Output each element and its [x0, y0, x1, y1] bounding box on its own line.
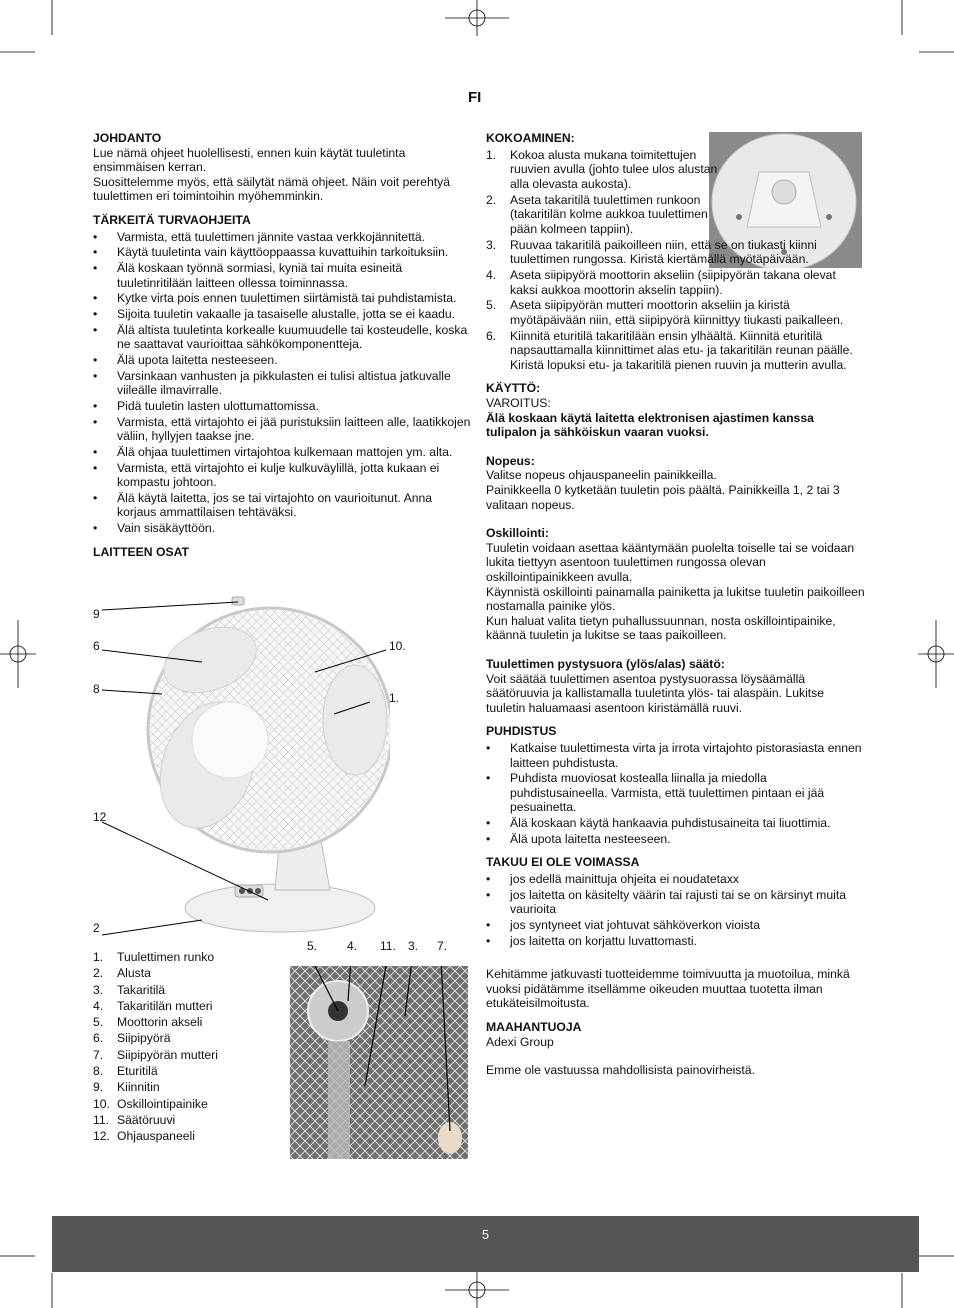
list-item: 8. Eturitilä [93, 1064, 158, 1079]
left-column [93, 131, 473, 559]
list-item: • Älä ohjaa tuulettimen virtajohtoa kulkemaan mattojen ym. alta. [93, 445, 473, 460]
list-item: • Älä käytä laitetta, jos se tai virtajohto on vaurioitunut. Anna korjaus ammattilaisen tehtäväksi. [93, 491, 473, 520]
photo-label-11: 11. [380, 939, 396, 953]
warranty-list [486, 872, 866, 948]
list-item: • Varmista, että virtajohto ei jää puristuksiin laitteen alle, laatikkojen väliin, hyllyjen taakse jne. [93, 415, 473, 444]
page-number: 5 [481, 1227, 490, 1242]
list-item: 1. Tuulettimen runko [93, 950, 215, 964]
fan-label-12: 12 [93, 810, 107, 824]
fan-diagram [90, 590, 390, 945]
rear-photo [290, 966, 468, 1159]
list-item: • Älä altista tuuletinta korkealle kuumuudelle tai kosteudelle, koska ne saattavat vaurioittaa sähkökomponentteja. [93, 323, 473, 352]
oscillation-text: Käynnistä oskillointi painamalla painiketta ja lukitse tuuletin paikoilleen nostamalla painike ylös. [486, 584, 865, 614]
list-item: • Älä koskaan käytä hankaavia puhdistusaineita tai liuottimia. [486, 816, 866, 831]
importer-section [486, 1020, 866, 1078]
importer-name: Adexi Group [486, 1034, 554, 1049]
list-item: 1. Kokoa alusta mukana toimitettujen ruuvien avulla (johto tulee ulos alustan alla olevasta aukosta). [486, 147, 718, 191]
oscillation-text: Kun haluat valita tietyn puhallussuunnan, nosta oskillointipainike, käännä tuuletin ja lukitse se taas paikoilleen. [486, 613, 836, 643]
parts-list [93, 950, 293, 1146]
list-item: • jos laitetta on käsitelty väärin tai rajusti tai se on kärsinyt muita vaurioita [486, 888, 866, 917]
intro-section [93, 131, 473, 204]
intro-paragraph: Suosittelemme myös, että säilytät nämä ohjeet. Näin voit perehtyä tuulettimen eri toimintoihin myöhemminkin. [93, 174, 450, 204]
list-item: 5. Moottorin akseli [93, 1015, 203, 1030]
assembly-list [486, 148, 866, 373]
list-item: • Vain sisäkäyttöön. [93, 521, 473, 536]
cleaning-heading: PUHDISTUS [486, 724, 557, 739]
tilt-title: Tuulettimen pystysuora (ylös/alas) säätö: [486, 656, 725, 671]
list-item: 3. Ruuvaa takaritilä paikoilleen niin, että se on tiukasti kiinni tuulettimen rungossa. Kiristä kiertämällä myötäpäivään. [486, 237, 817, 267]
fan-label-10: 10. [389, 639, 406, 653]
list-item: • Varmista, että tuulettimen jännite vastaa verkkojännitettä. [93, 230, 473, 245]
fan-label-9: 9 [93, 607, 100, 621]
photo-label-3: 3. [408, 939, 419, 953]
list-item: • Katkaise tuulettimesta virta ja irrota virtajohto pistorasiasta ennen laitteen puhdistusta. [486, 741, 866, 770]
list-item: • Älä koskaan työnnä sormiasi, kyniä tai muita esineitä tuuletinritilään laitteen ollessa toiminnassa. [93, 261, 473, 290]
list-item: • Älä upota laitetta nesteeseen. [93, 353, 473, 368]
safety-list [93, 230, 473, 536]
warranty-section [486, 855, 866, 1011]
list-item: • Sijoita tuuletin vakaalle ja tasaiselle alustalle, jotta se ei kaadu. [93, 307, 473, 322]
clip [232, 597, 244, 605]
oscillation-title: Oskillointi: [486, 526, 549, 541]
cleaning-list [486, 741, 866, 846]
assembly-heading: KOKOAMINEN: [486, 131, 575, 145]
list-item: 11. Säätöruuvi [93, 1112, 176, 1127]
list-item: • Varsinkaan vanhusten ja pikkulasten ei tulisi altistua jatkuvalle viileälle ilmavirralle. [93, 369, 473, 398]
warning-text: Älä koskaan käytä laitetta elektronisen ajastimen kanssa tulipalon ja sähköiskun vaaran vuoksi. [486, 410, 814, 440]
speed-text: Painikkeella 0 kytketään tuuletin pois päältä. Painikkeilla 1, 2 tai 3 valitaan nopeus. [486, 483, 840, 512]
list-item: 9. Kiinnitin [93, 1080, 160, 1095]
warranty-heading: TAKUU EI OLE VOIMASSA [486, 855, 640, 870]
importer-heading: MAAHANTUOJA [486, 1020, 582, 1035]
development-note: Kehitämme jatkuvasti tuotteidemme toimivuutta ja muotoilua, minkä vuoksi pidätämme itsellämme oikeuden muuttaa tuotetta ilman etukäteisilmoitusta. [486, 967, 850, 1011]
list-item: 6. Siipipyörä [93, 1031, 171, 1046]
list-item: 4. Aseta siipipyörä moottorin akseliin (siipipyörän takana olevat kaksi aukkoa moottorin akselin tappiin). [486, 267, 836, 297]
assembly-section [486, 131, 866, 372]
parts-heading: LAITTEEN OSAT [93, 544, 189, 559]
list-item: • jos syntyneet viat johtuvat sähköverkon vioista [486, 918, 866, 933]
list-item: 3. Takaritilä [93, 982, 166, 997]
photo-label-4: 4. [347, 939, 358, 953]
list-item: 12. Ohjauspaneeli [93, 1129, 195, 1144]
speed-text: Valitse nopeus ohjauspaneelin painikkeilla. [486, 468, 717, 483]
list-item: 6. Kiinnitä eturitilä takaritilään ensin ylhäältä. Kiinnitä eturitilä napsauttamalla kiinnittimet alas etu- ja takaritilän reunan päälle. Kiristä lopuksi etu- ja takaritilä pienen ruuvin ja mutterin avulla. [486, 328, 853, 372]
cleaning-section [486, 724, 866, 846]
page-footer [52, 1216, 919, 1272]
list-item: 4. Takaritilän mutteri [93, 998, 213, 1013]
tilt-text: Voit säätää tuulettimen asentoa pystysuorassa löysäämällä säätöruuvia ja kallistamalla tuuletinta ylös- tai alaspäin. Lukitse tuuletin haluamaasi asentoon kiristämällä ruuvi. [486, 671, 825, 715]
fan-label-8: 8 [93, 682, 100, 696]
warning-title: VAROITUS: [486, 396, 551, 411]
language-code: FI [468, 89, 482, 106]
list-item: • Varmista, että virtajohto ei kulje kulkuväylillä, jotta kukaan ei kompastu johtoon. [93, 461, 473, 490]
list-item: • Käytä tuuletinta vain käyttöoppaassa kuvattuihin tarkoituksiin. [93, 245, 473, 260]
usage-section [486, 381, 866, 715]
list-item: • Älä upota laitetta nesteeseen. [486, 832, 866, 847]
photo-label-7: 7. [437, 939, 448, 953]
list-item: 10. Oskillointipainike [93, 1096, 208, 1111]
photo-label-5: 5. [307, 939, 318, 953]
list-item: • jos edellä mainittuja ohjeita ei noudatetaxx [486, 872, 866, 887]
list-item: 7. Siipipyörän mutteri [93, 1047, 218, 1062]
list-item: • Puhdista muoviosat kostealla liinalla ja miedolla puhdistusaineella. Varmista, että tuulettimen pintaan ei jää pesuainetta. [486, 771, 866, 815]
fan-label-1: 1. [389, 691, 400, 705]
disclaimer: Emme ole vastuussa mahdollisista painovirheistä. [486, 1063, 755, 1078]
safety-heading: TÄRKEITÄ TURVAOHJEITA [93, 212, 251, 227]
usage-heading: KÄYTTÖ: [486, 381, 541, 396]
oscillation-text: Tuuletin voidaan asettaa kääntymään puolelta toiselle tai se voidaan lukita tiettyyn asentoon tuulettimen rungossa olevan oskillointipainikkeen avulla. [486, 540, 855, 584]
safety-section [93, 213, 473, 536]
list-item: 5. Aseta siipipyörän mutteri moottorin akseliin ja kiristä myötäpäivään niin, että siipipyörä kiinnittyy tiukasti paikalleen. [486, 298, 844, 327]
list-item: 2. Alusta [93, 966, 151, 981]
fan-label-2: 2 [93, 921, 100, 935]
list-item: • Pidä tuuletin lasten ulottumattomissa. [93, 399, 473, 414]
intro-paragraph: Lue nämä ohjeet huolellisesti, ennen kuin käytät tuuletinta ensimmäisen kerran. [93, 145, 406, 175]
speed-title: Nopeus: [486, 453, 535, 468]
list-item: 2. Aseta takaritilä tuulettimen runkoon (takaritilän kolme aukkoa tuulettimen pään kolmeen tappiin). [486, 192, 708, 236]
right-column [486, 131, 866, 1087]
fan-label-6: 6 [93, 639, 100, 653]
list-item: • Kytke virta pois ennen tuulettimen siirtämistä tai puhdistamista. [93, 291, 473, 306]
intro-heading: JOHDANTO [93, 131, 162, 145]
list-item: • jos laitetta on korjattu luvattomasti. [486, 934, 866, 949]
